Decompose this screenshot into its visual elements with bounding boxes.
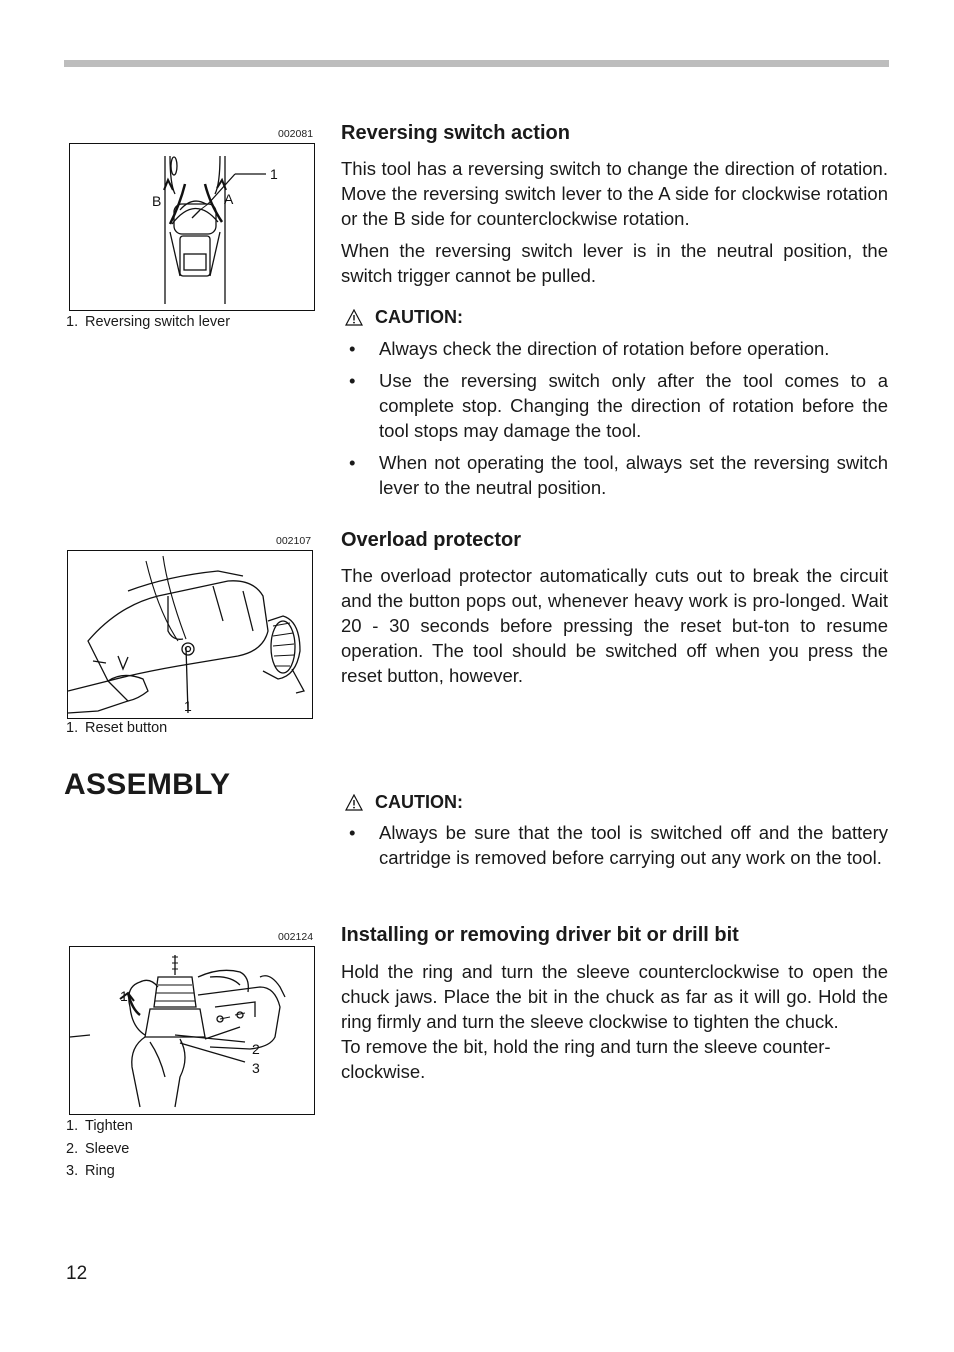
overload-body: [341, 563, 888, 688]
section-installing: [341, 924, 888, 947]
list-item: • Always be sure that the tool is switched off and the battery cartridge is removed before carrying out any work on the tool.: [349, 822, 888, 868]
paragraph: Hold the ring and turn the sleeve counterclockwise to open the chuck jaws. Place the bit in the chuck as far as it will go. Hold the ring firmly and turn the sleeve clockwise to tighten the chuck.: [341, 961, 888, 1032]
caution-list: [341, 336, 888, 500]
caption-item: 1. Reversing switch lever: [66, 314, 231, 330]
figure-caption-list: [66, 1115, 133, 1183]
figure-caption-list: [66, 717, 167, 740]
caption-item: 3. Ring: [66, 1163, 115, 1179]
paragraph: When the reversing switch lever is in the neutral position, the switch trigger cannot be pulled.: [341, 240, 888, 286]
caption-item: 1. Tighten: [66, 1118, 133, 1134]
callout-1: 1: [270, 166, 278, 182]
top-rule: [64, 60, 889, 67]
figure-reversing-switch: [69, 143, 315, 311]
section-heading: Installing or removing driver bit or drill bit: [341, 924, 739, 946]
callout-1: 1: [184, 698, 192, 714]
callout-1: 1: [120, 988, 128, 1004]
paragraph: To remove the bit, hold the ring and turn the sleeve counter-clockwise.: [341, 1036, 831, 1082]
warning-triangle-icon: [345, 309, 363, 326]
list-item: • Use the reversing switch only after the tool comes to a complete stop. Changing the direction of rotation before the tool stops may damage the tool.: [349, 370, 888, 441]
callout-2: 2: [252, 1041, 260, 1057]
warning-triangle-icon: [345, 794, 363, 811]
paragraph: This tool has a reversing switch to change the direction of rotation. Move the reversing switch lever to the A side for clockwise rotation or the B side for counterclockwise rotation.: [341, 158, 888, 229]
list-item: • When not operating the tool, always set the reversing switch lever to the neutral position.: [349, 452, 888, 498]
caution-label: CAUTION:: [375, 792, 463, 812]
section-reversing: [341, 122, 888, 145]
figure-code: 002081: [278, 128, 314, 140]
caption-item: 2. Sleeve: [66, 1140, 130, 1157]
figure-installing-bit: [69, 946, 315, 1115]
page-number: 12: [66, 1263, 88, 1284]
section-heading: Reversing switch action: [341, 122, 570, 144]
caution-list: [341, 820, 888, 870]
section-overload: [341, 529, 888, 552]
caption-item: 1. Reset button: [66, 720, 168, 736]
callout-a: A: [224, 191, 234, 207]
caution-block: [341, 307, 888, 328]
paragraph: The overload protector automatically cuts out to break the circuit and the button pops out, whenever heavy work is pro-longed. Wait 20 - 30 seconds before pressing the reset but-ton to resume operation. The tool should be switched off when you press the reset button, however.: [341, 565, 888, 686]
figure-code: 002124: [278, 931, 314, 943]
figure-overload-protector: [67, 550, 313, 719]
chapter-heading: ASSEMBLY: [64, 768, 231, 801]
caution-block: [341, 792, 888, 813]
callout-b: B: [152, 193, 162, 209]
figure-caption-list: [66, 311, 230, 334]
list-item: • Always check the direction of rotation before operation.: [349, 338, 830, 359]
section-heading: Overload protector: [341, 529, 522, 551]
caution-label: CAUTION:: [375, 307, 463, 327]
reversing-body: [341, 156, 888, 288]
callout-3: 3: [252, 1060, 260, 1076]
installing-body: [341, 959, 888, 1084]
figure-code: 002107: [276, 535, 312, 547]
